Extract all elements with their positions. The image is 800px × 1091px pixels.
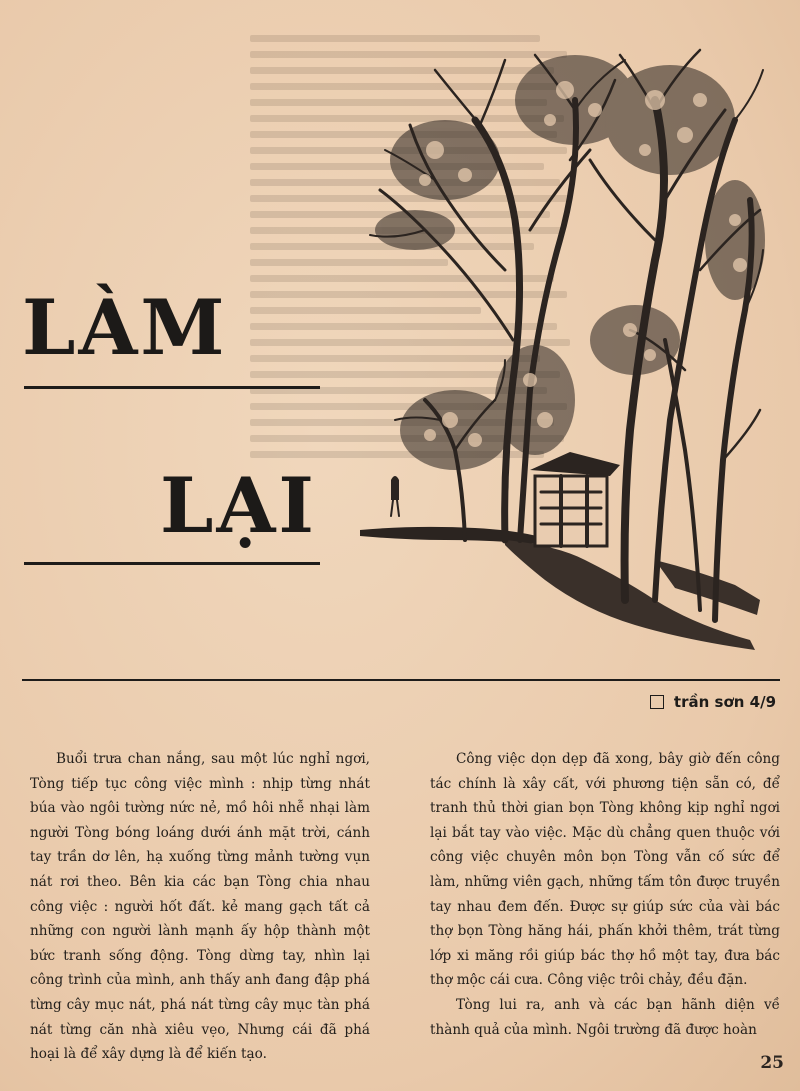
square-outline-icon (650, 695, 664, 709)
paragraph: Công việc dọn dẹp đã xong, bây giờ đến công tác chính là xây cất, với phương tiện sẵn có, để tranh thủ thời gian bọn Tòng không kịp nghỉ ngơi lại bắt tay vào việc. Mặc dù chẳng quen thuộc với công việc chuyên môn bọn Tòng vẫn cố sức để làm, những viên gạch, những tấm tôn được truyền tay nhau đem đến. Được sự giúp sức của vài bác thợ bọn Tòng hăng hái, phấn khởi thêm, trát từng lớp xi măng rồi giúp bác thợ hồ một tay, đưa bác thợ mộc cái cưa. Công việc trôi chảy, đều đặn. (430, 751, 780, 989)
page-number: 25 (760, 1053, 784, 1073)
trees-and-hut-illustration (355, 40, 765, 655)
article-column-right (430, 747, 780, 1042)
title-line-2: LẠI (160, 461, 317, 550)
title-underline-2 (24, 562, 320, 565)
title-underline-1 (24, 386, 320, 389)
paragraph: Tòng lui ra, anh và các bạn hãnh diện về thành quả của mình. Ngôi trường đã được hoàn (430, 996, 780, 1038)
paragraph: Buổi trưa chan nắng, sau một lúc nghỉ ngơi, Tòng tiếp tục công việc mình : nhịp từng nhát búa vào ngôi tường nức nẻ, mồ hôi nhễ nhại làm người Tòng bóng loáng dưới ánh mặt trời, cánh tay trần dơ lên, hạ xuống từng mảnh tường vụn nát rơi theo. Bên kia các bạn Tòng chia nhau công việc : người hốt đất. kẻ mang gạch tất cả những con người lành mạnh ấy hộp thành một bức tranh sống động. Tòng dừng tay, nhìn lại công trình của mình, anh thấy anh đang đập phá từng cây mục nát, phá nát từng cây mục tàn phá nát từng căn nhà xiêu vẹo, Nhưng cái đã phá hoại là để xây dựng là để kiến tạo. (30, 751, 370, 1063)
title-line-1: LÀM (22, 283, 228, 372)
byline (650, 691, 776, 713)
author-and-date: trần sơn 4/9 (673, 693, 776, 711)
section-divider (22, 679, 780, 681)
article-column-left (30, 747, 370, 1067)
